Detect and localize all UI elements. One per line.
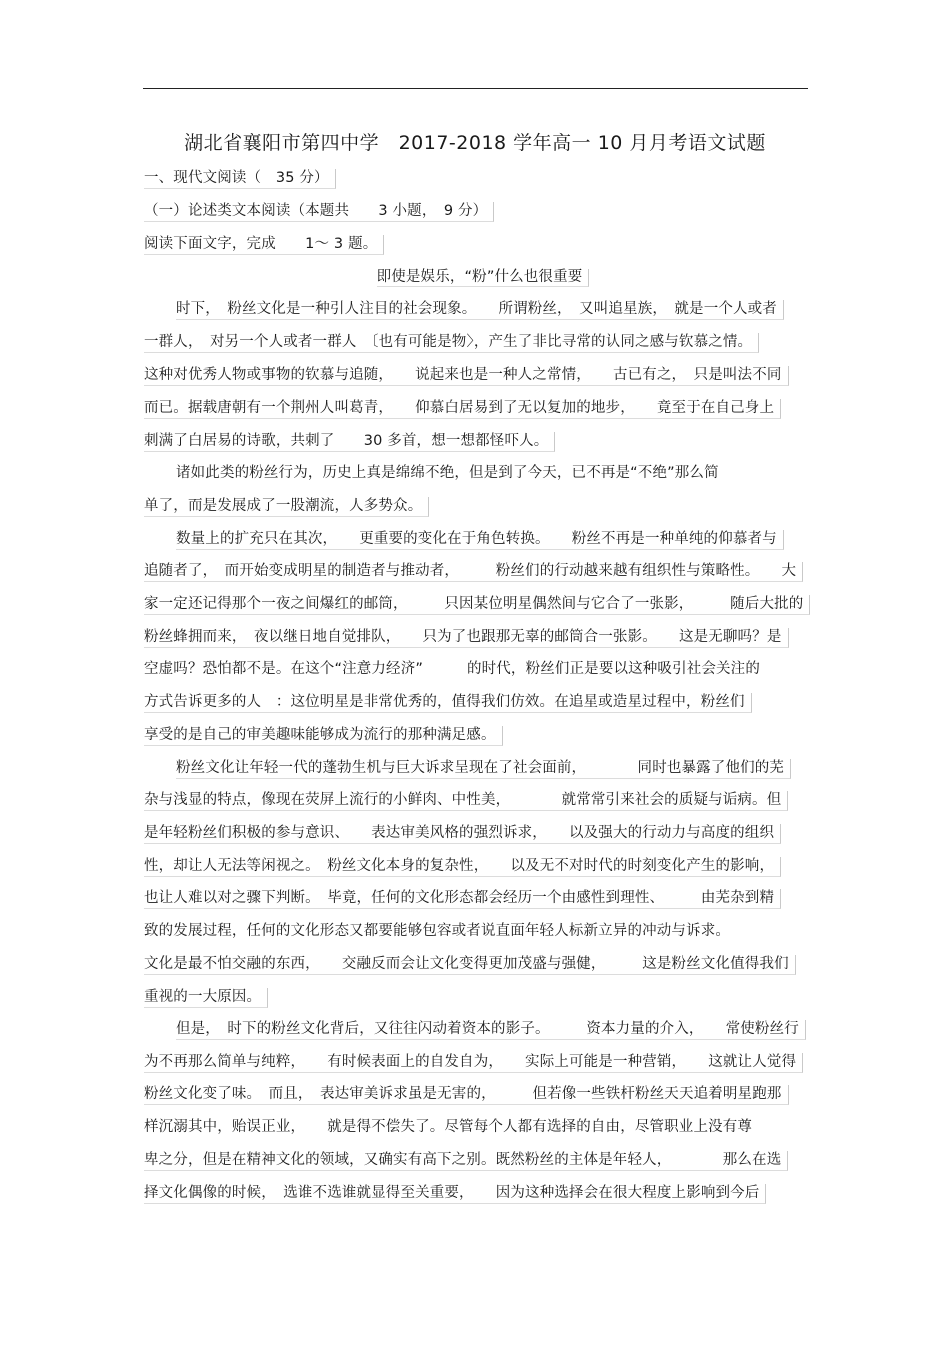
- text-line: 为不再那么简单与纯粹， 有时候表面上的自发自为， 实际上可能是一种营销， 这就让人觉得: [144, 1053, 803, 1073]
- text-line: 粉丝文化让年轻一代的蓬勃生机与巨大诉求呈现在了社会面前， 同时也暴露了他们的芜: [176, 759, 791, 779]
- article-title: [0, 268, 950, 286]
- text-line: 方式告诉更多的人 ：这位明星是非常优秀的，值得我们仿效。在追星或造星过程中，粉丝们: [144, 693, 752, 713]
- article-title-text: 即使是娱乐，“粉”什么也很重要: [377, 269, 590, 287]
- text-line: 是年轻粉丝们积极的参与意识、 表达审美风格的强烈诉求， 以及强大的行动力与高度的组织: [144, 824, 781, 844]
- text-line: 享受的是自己的审美趣味能够成为流行的那种满足感。: [144, 726, 503, 746]
- page-title: 湖北省襄阳市第四中学 2017-2018 学年高一 10 月月考语文试题: [184, 132, 766, 154]
- reading-instruction: 阅读下面文字，完成 1～ 3 题。: [144, 235, 384, 255]
- text-line: 一群人， 对另一个人或者一群人 〔也有可能是物〉，产生了非比寻常的认同之感与钦慕之情。: [144, 333, 759, 353]
- text-line: 样沉溺其中，贻误正业， 就是得不偿失了。尽管每个人都有选择的自由，尽管职业上没有尊: [144, 1119, 753, 1135]
- text-line: 致的发展过程，任何的文化形态又都要能够包容或者说直面年轻人标新立异的冲动与诉求。: [144, 923, 730, 939]
- subsection-heading: （一）论述类文本阅读（本题共 3 小题， 9 分）: [144, 202, 494, 222]
- text-line: 文化是最不怕交融的东西， 交融反而会让文化变得更加茂盛与强健， 这是粉丝文化值得我们: [144, 955, 796, 975]
- text-line: 数量上的扩充只在其次， 更重要的变化在于角色转换。 粉丝不再是一种单纯的仰慕者与: [176, 530, 784, 550]
- text-line: 择文化偶像的时候， 选谁不选谁就显得至关重要， 因为这种选择会在很大程度上影响到今后: [144, 1184, 766, 1204]
- text-line: 这种对优秀人物或事物的钦慕与追随， 说起来也是一种人之常情， 古已有之， 只是叫法不同: [144, 366, 789, 386]
- text-line: 时下， 粉丝文化是一种引人注目的社会现象。 所谓粉丝， 又叫追星族， 就是一个人或者: [176, 300, 784, 320]
- text-line: 诸如此类的粉丝行为，历史上真是绵绵不绝，但是到了今天，已不再是“不绝”那么简: [176, 465, 719, 481]
- header-rule: [143, 88, 808, 89]
- section-heading: 一、现代文阅读（ 35 分）: [144, 169, 336, 189]
- text-line: 重视的一大原因。: [144, 988, 268, 1008]
- text-line: 刺满了白居易的诗歌，共刺了 30 多首，想一想都怪吓人。: [144, 432, 555, 452]
- text-line: 追随者了， 而开始变成明星的制造者与推动者， 粉丝们的行动越来越有组织性与策略性。 大: [144, 562, 803, 582]
- text-line: 杂与浅显的特点，像现在荧屏上流行的小鲜肉、中性美， 就常常引来社会的质疑与诟病。但: [144, 791, 788, 811]
- text-line: 卑之分，但是在精神文化的领域，又确实有高下之别。既然粉丝的主体是年轻人， 那么在选: [144, 1151, 788, 1171]
- text-line: 单了，而是发展成了一股潮流，人多势众。: [144, 497, 429, 517]
- text-line: 而已。据载唐朝有一个荆州人叫葛青， 仰慕白居易到了无以复加的地步， 竟至于在自己身上: [144, 399, 781, 419]
- text-line: 但是， 时下的粉丝文化背后，又往往闪动着资本的影子。 资本力量的介入， 常使粉丝行: [176, 1020, 806, 1040]
- text-line: 家一定还记得那个一夜之间爆红的邮筒， 只因某位明星偶然间与它合了一张影， 随后大批的: [144, 595, 810, 615]
- text-line: 粉丝蜂拥而来， 夜以继日地自觉排队， 只为了也跟那无辜的邮筒合一张影。 这是无聊吗？是: [144, 628, 789, 648]
- text-line: 粉丝文化变了味。 而且， 表达审美诉求虽是无害的， 但若像一些铁杆粉丝天天追着明星跑那: [144, 1085, 789, 1105]
- text-line: 性，却让人无法等闲视之。 粉丝文化本身的复杂性， 以及无不对时代的时刻变化产生的影响，: [144, 857, 781, 877]
- text-line: 也让人难以对之骤下判断。 毕竟，任何的文化形态都会经历一个由感性到理性、 由芜杂到精: [144, 889, 781, 909]
- text-line: 空虚吗？恐怕都不是。在这个“注意力经济” 的时代，粉丝们正是要以这种吸引社会关注的: [144, 661, 760, 677]
